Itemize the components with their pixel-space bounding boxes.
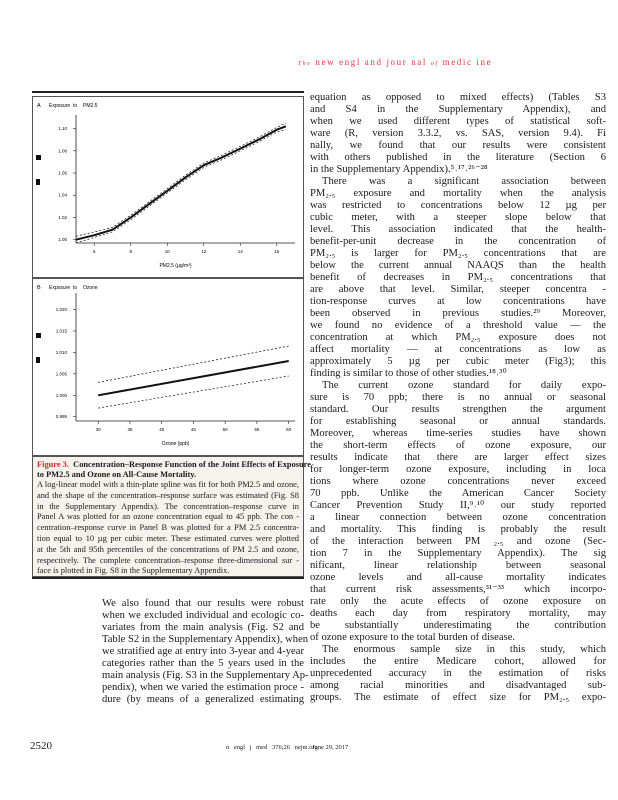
text-line: a linear connection between ozone concentration (310, 512, 606, 523)
y-tick-label: 1.02 (58, 214, 67, 220)
x-tick-label: 14 (237, 249, 243, 254)
text-line: finding is similar to those of other studies.¹⁸˒³⁰ (310, 368, 507, 379)
panel-title-word: to (73, 103, 78, 109)
text-line: ware (R, version 3.3.2, vs. SAS, version 9.4). Fi (310, 128, 606, 139)
series-lower-line (76, 130, 286, 243)
text-line: of ozone exposure to the total burden of disease. (310, 632, 516, 643)
text-line: we found no evidence of a threshold value — the (310, 320, 606, 331)
text-line: approximately 5 µg per cubic meter (Fig3); this (310, 356, 606, 367)
header-medicine: medic ine (442, 57, 493, 67)
caption-line: and the shape of the concentration–response surface was estimated (Fig. S8 (37, 490, 299, 500)
caption-line: at the 5th and 95th percentiles of the concentrations of PM 2.5 and ozone, (37, 544, 299, 554)
text-line: for longer-term ozone exposure, including in loca (310, 464, 606, 475)
y-axis-label-glyph (36, 179, 40, 185)
text-line: The current ozone standard for daily expo- (322, 380, 606, 391)
text-line: we stratified age at entry into 3-year and 4-year (102, 646, 304, 657)
text-line: benefit-per-unit decrease in the concentration of (310, 236, 606, 247)
panel-letter: B (37, 285, 41, 291)
text-line: below the current annual NAAQS than the health (310, 260, 606, 271)
page-number: 2520 (30, 740, 52, 752)
text-line: variates from the main analysis (Fig. S2 and (102, 622, 304, 633)
journal-citation: n engl j med 376;26 nejm.org (226, 744, 318, 751)
series-lower-line (98, 376, 289, 408)
x-tick-label: 45 (190, 427, 196, 432)
caption-line: face is plotted in Fig. S8 in the Supplementary Appendix. (37, 566, 230, 576)
y-tick-label: 0.995 (55, 414, 67, 420)
journal-header (0, 57, 618, 67)
x-tick-label: 6 (92, 249, 96, 254)
panel-a (32, 96, 304, 278)
text-line: affect mortality — at concentrations as low as (310, 344, 606, 355)
text-line: pendix), when we varied the estimation proce - (102, 682, 304, 693)
publication-date: June 29, 2017 (312, 744, 349, 751)
text-line: Cancer Prevention Study II,⁹˒¹⁰ our study reported (310, 500, 606, 511)
y-tick-label: 1.000 (55, 392, 67, 398)
text-line: 70 ppb. Unlike the American Cancer Society (310, 488, 606, 499)
text-line: PM₂.₅ exposure and mortality when the analysis (310, 188, 606, 199)
text-line: was restricted to concentrations below 12 µg per (310, 200, 606, 211)
text-line: unprecedented accuracy in the estimation of risks (310, 668, 606, 679)
panel-title-word: Ozone (83, 285, 98, 291)
chart-panel-a (33, 97, 303, 277)
x-tick-label: 35 (127, 427, 133, 432)
caption-title: Concentration–Response Function of the Joint Effects of Exposure (73, 460, 311, 469)
text-line: deaths each day from respiratory mortality, may (310, 608, 606, 619)
text-line: when we excluded individual and ecologic co- (102, 610, 304, 621)
panel-title-word: Exposure (49, 285, 71, 291)
text-line: rate only the acute effects of ozone exposure on (310, 596, 606, 607)
text-line: concentration at which PM₂.₅ exposure does not (310, 332, 606, 343)
series-estimate-line (98, 361, 289, 395)
y-tick-label: 1.020 (55, 307, 67, 313)
x-tick-label: 12 (201, 249, 207, 254)
text-line: Moreover, whereas time-series studies have shown (310, 428, 606, 439)
text-line: tion-response curves at low concentrations have (310, 296, 606, 307)
caption-line: centration–response curve in Panel B was plotted for a PM 2.5 concentra- (37, 523, 299, 533)
text-line: main analysis (Fig. S3 in the Supplementary Ap- (102, 670, 309, 681)
header-the: The (297, 61, 312, 67)
text-line: tion 7 in the Supplementary Appendix). The sig (310, 548, 606, 559)
x-tick-label: 30 (95, 427, 101, 432)
figure-label: Figure 3. (37, 460, 69, 469)
chart-panel-b (33, 279, 303, 455)
text-line: when we used different types of statistical soft- (310, 116, 606, 127)
x-tick-label: 60 (286, 427, 292, 432)
text-line: the short-term effects of ozone exposure, our (310, 440, 606, 451)
caption-body (37, 480, 299, 577)
caption-line: respectively. The complete concentration–response three-dimensional sur - (37, 555, 299, 565)
panel-title-word: to (73, 285, 78, 291)
text-line: ozone levels and all-cause mortality indicates (310, 572, 606, 583)
y-tick-label: 1.015 (55, 328, 67, 334)
x-tick-label: 16 (274, 249, 280, 254)
text-line: The enormous sample size in this study, which (322, 644, 606, 655)
x-axis-label: PM2.5 (µg/m³) (159, 263, 192, 269)
x-tick-label: 55 (254, 427, 260, 432)
panel-letter: A (37, 103, 41, 109)
y-axis-label-glyph (36, 357, 40, 363)
panel-title-word: PM2.5 (83, 103, 98, 109)
left-text-column (102, 598, 309, 706)
header-of: of (430, 61, 439, 67)
panel-b (32, 278, 304, 456)
series-estimate-line (76, 126, 286, 239)
y-tick-label: 1.06 (58, 170, 67, 176)
figure-caption (32, 456, 311, 577)
figure-bottom-rule (32, 577, 304, 579)
text-line: We also found that our results were robust (102, 598, 304, 609)
text-line: nificant, linear relationship between seasonal (310, 560, 606, 571)
y-axis-label-glyph (36, 333, 41, 338)
text-line: groups. The estimate of effect size for PM₂.₅ expo- (310, 692, 606, 703)
y-tick-label: 1.00 (58, 237, 67, 243)
caption-line: in the Supplementary Appendix). The concentration–response curve in (37, 501, 299, 511)
text-line: includes the entire Medicare cohort, allowed for (310, 656, 606, 667)
x-tick-label: 8 (129, 249, 133, 254)
text-line: that current risk assessments,³¹⁻³³ which incorpo- (310, 584, 606, 595)
y-tick-label: 1.010 (55, 349, 67, 355)
y-tick-label: 1.005 (55, 371, 67, 377)
text-line: equation as opposed to mixed effects) (Tables S3 (310, 92, 606, 103)
y-tick-label: 1.04 (58, 192, 67, 198)
text-line: dure (by means of a generalized estimating (102, 694, 304, 705)
text-line: benefit of decreases in PM₂.₅ concentrations that (310, 272, 606, 283)
panel-title-word: Exposure (49, 103, 71, 109)
y-tick-label: 1.08 (58, 148, 67, 154)
text-line: with others published in the literature (Section 6 (310, 152, 606, 163)
text-line: and mortality. This finding is probably the result (310, 524, 606, 535)
caption-line: Panel A was plotted for an ozone concentration equal to 45 ppb. The con - (37, 512, 299, 522)
x-tick-label: 10 (164, 249, 170, 254)
text-line: PM₂.₅ is larger for PM₂.₅ concentrations that are (310, 248, 606, 259)
text-line: tions where ozone concentrations never exceed (310, 476, 606, 487)
x-tick-label: 40 (159, 427, 165, 432)
caption-line: tion equal to 10 µg per cubic meter. These estimated curves were plotted (37, 533, 299, 543)
text-line: cubic meter, with a steeper slope below that (310, 212, 606, 223)
figure-3 (32, 91, 311, 580)
x-axis-label: Ozone (ppb) (161, 441, 190, 447)
caption-line: A log-linear model with a thin-plate spline was fit for both PM2.5 and ozone, (37, 480, 299, 489)
caption-title-line-2: to PM2.5 and Ozone on All-Cause Mortality. (37, 470, 197, 479)
text-line: There was a significant association between (322, 176, 606, 187)
text-line: level. This association indicated that the health- (310, 224, 606, 235)
text-line: results indicate that there are larger effect sizes (310, 452, 606, 463)
header-new-england: new engl and jour nal (315, 57, 427, 67)
text-line: among racial minorities and disadvantaged sub- (310, 680, 606, 691)
caption-title-line-1 (37, 460, 311, 470)
y-tick-label: 1.10 (58, 126, 67, 132)
text-line: sure is 70 ppb; there is no annual or seasonal (310, 392, 606, 403)
text-line: and S4 in the Supplementary Appendix), and (310, 104, 606, 115)
text-line: are above that level. Similar, steeper concentra - (310, 284, 606, 295)
text-line: nally, we found that our results were consistent (310, 140, 606, 151)
x-tick-label: 50 (222, 427, 228, 432)
text-line: of the interaction between PM ₂.₅ and ozone (Sec- (310, 536, 606, 547)
right-text-column (310, 92, 606, 704)
text-line: categories rather than the 5 years used in the (102, 658, 304, 669)
text-line: be substantially underestimating the contribution (310, 620, 606, 631)
text-line: Table S2 in the Supplementary Appendix), when (102, 634, 309, 645)
text-line: for establishing seasonal or annual standards. (310, 416, 606, 427)
series-upper-line (98, 346, 289, 382)
text-line: been observed in previous studies.²⁹ Moreover, (310, 308, 606, 319)
text-line: in the Supplementary Appendix).⁵˒¹⁷˒²⁶⁻²⁸ (310, 164, 488, 175)
text-line: standard. Our results strengthen the argument (310, 404, 606, 415)
y-axis-label-glyph (36, 155, 41, 160)
